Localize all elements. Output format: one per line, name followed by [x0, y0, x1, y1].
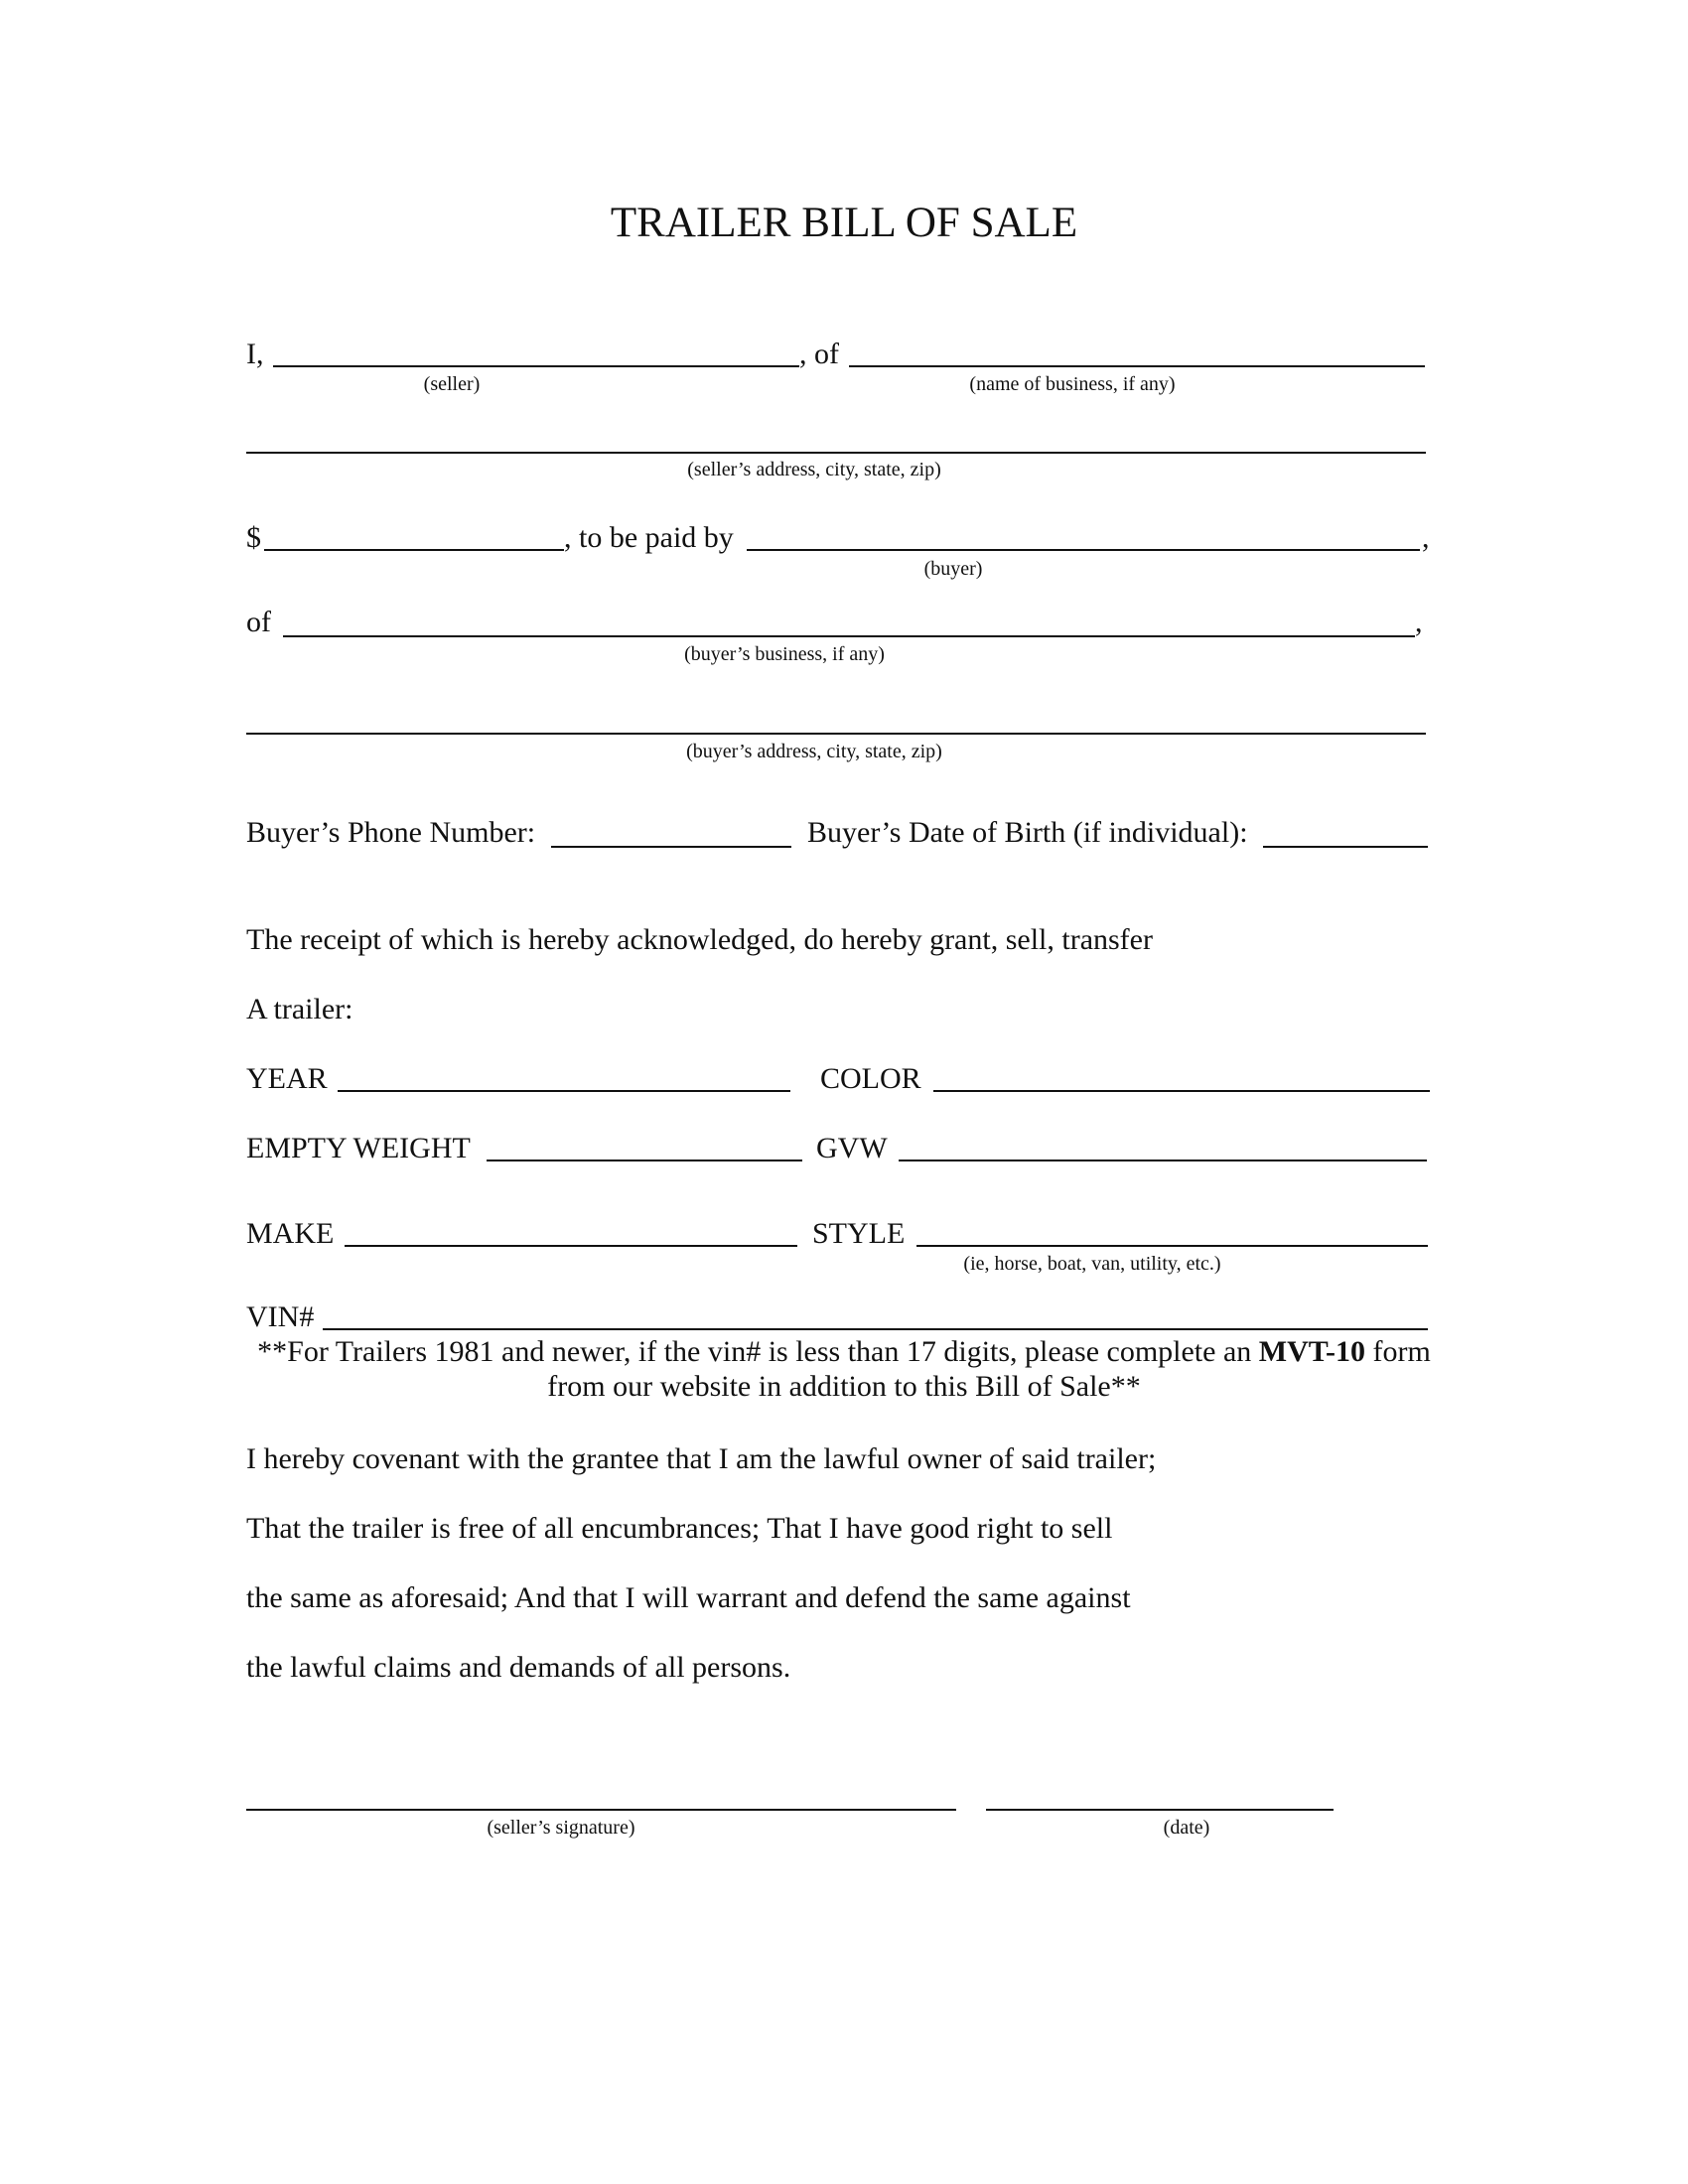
- seller-signature-field[interactable]: [246, 1809, 956, 1811]
- style-field[interactable]: [916, 1245, 1428, 1247]
- document-title: TRAILER BILL OF SALE: [610, 200, 1078, 246]
- paid-by-label: , to be paid by: [564, 521, 734, 554]
- receipt-text: The receipt of which is hereby acknowledged, do hereby grant, sell, transfer: [246, 923, 1153, 956]
- make-field[interactable]: [345, 1245, 797, 1247]
- color-field[interactable]: [933, 1090, 1430, 1092]
- a-trailer-label: A trailer:: [246, 993, 353, 1025]
- mvt-10-note: [248, 1334, 1440, 1404]
- buyer-phone-field[interactable]: [551, 846, 791, 848]
- make-label: MAKE: [246, 1217, 335, 1250]
- note-mvt-10: MVT-10: [1258, 1335, 1366, 1368]
- covenant-line-1: I hereby covenant with the grantee that I am the lawful owner of said trailer;: [246, 1442, 1157, 1475]
- of-label: , of: [799, 338, 839, 370]
- seller-signature-caption: (seller’s signature): [487, 1817, 635, 1839]
- empty-weight-field[interactable]: [487, 1160, 802, 1161]
- year-label: YEAR: [246, 1062, 328, 1095]
- buyer-name-field[interactable]: [747, 549, 1420, 551]
- buyer-address-field[interactable]: [246, 733, 1426, 735]
- business-name-field[interactable]: [849, 365, 1425, 367]
- date-caption: (date): [1163, 1817, 1210, 1839]
- business-caption: (name of business, if any): [969, 373, 1176, 395]
- color-label: COLOR: [820, 1062, 921, 1095]
- buyer-dob-field[interactable]: [1263, 846, 1428, 848]
- gvw-field[interactable]: [899, 1160, 1427, 1161]
- buyer-dob-label: Buyer’s Date of Birth (if individual):: [807, 816, 1248, 849]
- dollar-sign: $: [246, 521, 261, 554]
- vin-label: VIN#: [246, 1300, 315, 1333]
- seller-address-caption: (seller’s address, city, state, zip): [687, 459, 941, 480]
- seller-name-field[interactable]: [273, 365, 799, 367]
- empty-weight-label: EMPTY WEIGHT: [246, 1132, 471, 1164]
- seller-prefix: I,: [246, 338, 264, 370]
- buyer-business-caption: (buyer’s business, if any): [684, 643, 885, 665]
- seller-address-field[interactable]: [246, 452, 1426, 454]
- style-label: STYLE: [812, 1217, 906, 1250]
- date-field[interactable]: [986, 1809, 1334, 1811]
- comma: ,: [1422, 521, 1430, 554]
- note-text-1: **For Trailers 1981 and newer, if the vin# is less than 17 digits, please complete an: [257, 1335, 1259, 1368]
- buyer-caption: (buyer): [923, 558, 983, 580]
- style-caption: (ie, horse, boat, van, utility, etc.): [963, 1253, 1221, 1275]
- amount-field[interactable]: [264, 549, 564, 551]
- year-field[interactable]: [338, 1090, 790, 1092]
- comma-buyer: ,: [1415, 606, 1423, 638]
- buyer-phone-label: Buyer’s Phone Number:: [246, 816, 536, 849]
- buyer-address-caption: (buyer’s address, city, state, zip): [686, 741, 942, 762]
- note-text-2: form from our website in addition to this Bill of Sale**: [547, 1335, 1431, 1403]
- buyer-business-field[interactable]: [283, 635, 1415, 637]
- vin-field[interactable]: [323, 1328, 1428, 1330]
- covenant-line-3: the same as aforesaid; And that I will warrant and defend the same against: [246, 1581, 1131, 1614]
- seller-caption: (seller): [423, 373, 481, 395]
- gvw-label: GVW: [816, 1132, 888, 1164]
- of-label-buyer: of: [246, 606, 271, 638]
- covenant-line-2: That the trailer is free of all encumbrances; That I have good right to sell: [246, 1512, 1113, 1545]
- covenant-line-4: the lawful claims and demands of all persons.: [246, 1651, 791, 1684]
